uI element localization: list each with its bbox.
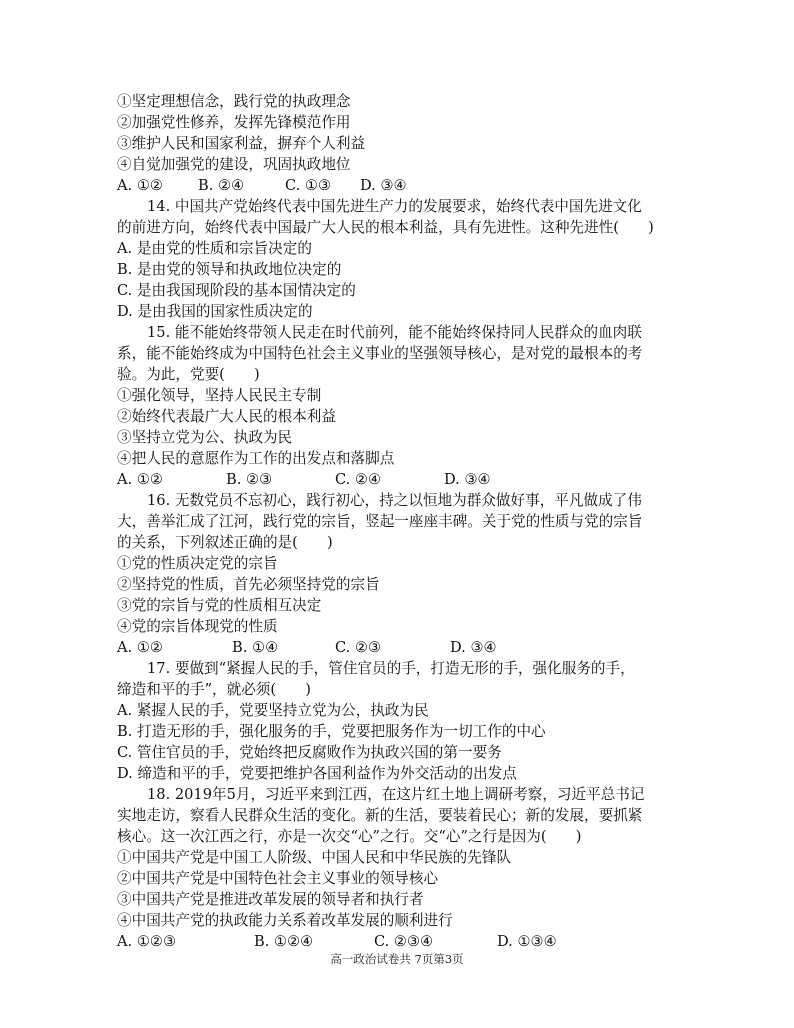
- q13-item-1: ①坚定理想信念，践行党的执政理念: [117, 93, 351, 110]
- q17-choice-d: D. 缔造和平的手，党要把维护各国利益作为外交活动的出发点: [117, 765, 517, 782]
- q15-option-d: D. ③④: [444, 471, 491, 488]
- q16-stem-line-3: 的关系，下列叙述正确的是( ): [117, 534, 333, 551]
- q17-stem-line-2: 缔造和平的手”，就必须( ): [117, 681, 311, 698]
- q14-choice-c: C. 是由我国现阶段的基本国情决定的: [117, 282, 356, 299]
- q16-stem-line-1: 16. 无数党员不忘初心，践行初心，持之以恒地为群众做好事，平凡做成了伟: [147, 492, 642, 509]
- q17-choice-b: B. 打造无形的手，强化服务的手，党要把服务作为一切工作的中心: [117, 723, 546, 740]
- q15-option-b: B. ②③: [226, 471, 273, 488]
- q18-option-b: B. ①②④: [254, 933, 314, 950]
- q18-stem-line-3: 核心。这一次江西之行，亦是一次交“心”之行。交“心”之行是因为( ): [117, 828, 582, 845]
- q15-item-1: ①强化领导，坚持人民民主专制: [117, 387, 322, 404]
- q15-option-a: A. ①②: [117, 471, 163, 488]
- q16-item-3: ③党的宗旨与党的性质相互决定: [117, 597, 322, 614]
- q15-stem-line-1: 15. 能不能始终带领人民走在时代前列，能不能始终保持同人民群众的血肉联: [147, 324, 642, 341]
- q14-choice-a: A. 是由党的性质和宗旨决定的: [117, 240, 312, 257]
- q18-item-4: ④中国共产党的执政能力关系着改革发展的顺利进行: [117, 912, 453, 929]
- q13-item-2: ②加强党性修养，发挥先锋模范作用: [117, 114, 351, 131]
- q14-stem-line-2: 的前进方向，始终代表中国最广大人民的根本利益，具有先进性。这种先进性( ): [117, 219, 654, 236]
- q17-choice-a: A. 紧握人民的手，党要坚持立党为公，执政为民: [117, 702, 429, 719]
- q16-option-c: C. ②③: [335, 639, 382, 656]
- q18-item-1: ①中国共产党是中国工人阶级、中国人民和中华民族的先锋队: [117, 849, 512, 866]
- q17-choice-c: C. 管住官员的手，党始终把反腐败作为执政兴国的第一要务: [117, 744, 502, 761]
- q16-stem-line-2: 大，善举汇成了江河，践行党的宗旨，竖起一座座丰碑。关于党的性质与党的宗旨: [117, 513, 643, 530]
- q16-option-d: D. ③④: [450, 639, 497, 656]
- q18-option-c: C. ②③④: [374, 933, 434, 950]
- q14-choice-b: B. 是由党的领导和执政地位决定的: [117, 261, 342, 278]
- q13-option-d: D. ③④: [360, 177, 407, 194]
- q13-item-4: ④自觉加强党的建设，巩固执政地位: [117, 156, 351, 173]
- q18-stem-line-2: 实地走访，察看人民群众生活的变化。新的生活，要装着民心；新的发展，要抓紧: [117, 807, 643, 824]
- q15-item-3: ③坚持立党为公、执政为民: [117, 429, 293, 446]
- q18-item-3: ③中国共产党是推进改革发展的领导者和执行者: [117, 891, 424, 908]
- q15-stem-line-2: 系，能不能始终成为中国特色社会主义事业的坚强领导核心，是对党的最根本的考: [117, 345, 643, 362]
- q18-item-2: ②中国共产党是中国特色社会主义事业的领导核心: [117, 870, 439, 887]
- page-footer: 高一政治试卷共 7页第3页: [330, 952, 464, 966]
- q15-item-2: ②始终代表最广大人民的根本利益: [117, 408, 336, 425]
- q15-option-c: C. ②④: [335, 471, 382, 488]
- q17-stem-line-1: 17. 要做到“紧握人民的手，管住官员的手，打造无形的手，强化服务的手，: [147, 660, 635, 677]
- q14-stem-line-1: 14. 中国共产党始终代表中国先进生产力的发展要求，始终代表中国先进文化: [147, 198, 642, 215]
- q18-option-d: D. ①③④: [497, 933, 557, 950]
- q16-item-1: ①党的性质决定党的宗旨: [117, 555, 278, 572]
- q13-option-b: B. ②④: [198, 177, 245, 194]
- q16-item-2: ②坚持党的性质，首先必须坚持党的宗旨: [117, 576, 380, 593]
- q13-option-c: C. ①③: [285, 177, 332, 194]
- q13-item-3: ③维护人民和国家利益，摒弃个人利益: [117, 135, 366, 152]
- q16-option-b: B. ①④: [232, 639, 279, 656]
- q13-option-a: A. ①②: [117, 177, 163, 194]
- q18-stem-line-1: 18. 2019年5月，习近平来到江西，在这片红土地上调研考察，习近平总书记: [147, 786, 645, 803]
- q15-stem-line-3: 验。为此，党要( ): [117, 366, 260, 383]
- q15-item-4: ④把人民的意愿作为工作的出发点和落脚点: [117, 450, 395, 467]
- q16-item-4: ④党的宗旨体现党的性质: [117, 618, 278, 635]
- q18-option-a: A. ①②③: [117, 933, 177, 950]
- q16-option-a: A. ①②: [117, 639, 163, 656]
- q14-choice-d: D. 是由我国的国家性质决定的: [117, 303, 313, 320]
